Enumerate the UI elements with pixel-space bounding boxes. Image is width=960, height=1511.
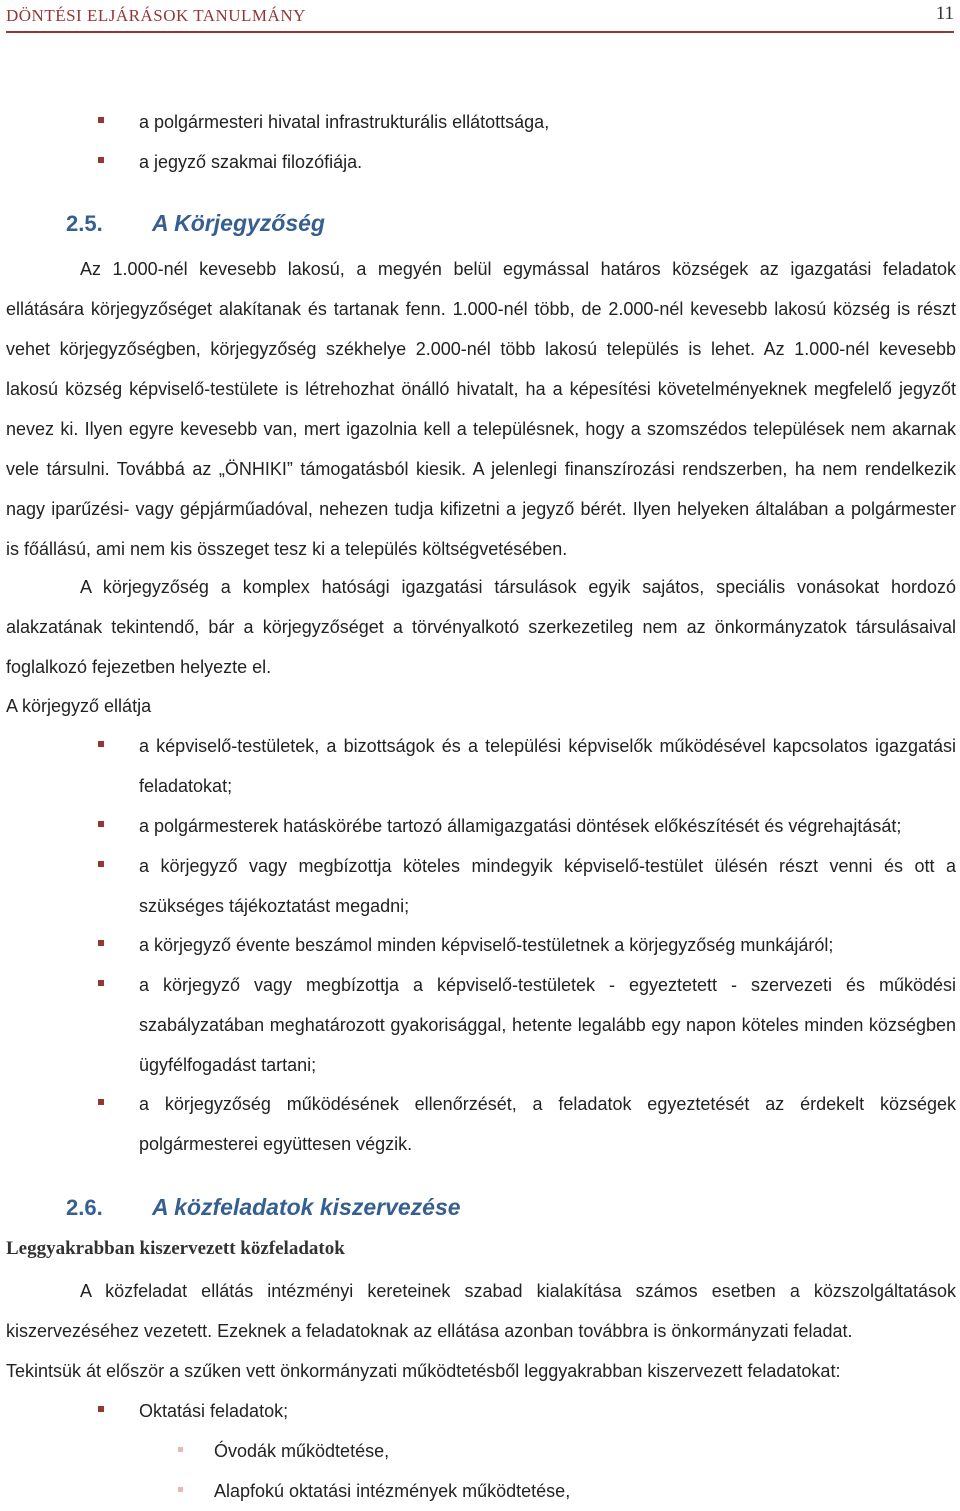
square-bullet-icon [98, 1099, 104, 1105]
sub-item: Alapfokú oktatási intézmények működtetése, [214, 1481, 571, 1501]
body-paragraph: Az 1.000-nél kevesebb lakosú, a megyén belül egymással határos községek az igazgatási feladatok ellátására körjegyzőséget alakítanak és tartanak fenn. 1.000-nél több, de 2.000-nél kevesebb lakosú község is részt vehet körjegyzőségben, körjegyzőség székhelye 2.000-nél több lakosú település is lehet. Az 1.000-nél kevesebb lakosú község képviselő-testülete is létrehozhat önálló hivatalt, ha a képesítési követelményeknek megfelelő jegyzőt nevez ki. Ilyen egyre kevesebb van, mert igazolnia kell a településnek, hogy a szomszédos települések nem akarnak vele társulni. Továbbá az „ÖNHIKI” támogatásból kiesik. A jelenlegi finanszírozási rendszerben, ha nem rendelkezik nagy iparűzési- vagy gépjárműadóval, nehezen tudja kifizetni a jegyző bérét. Ilyen helyeken általában a polgármester is főállású, ami nem kis összeget tesz ki a település költségvetésében. [6, 259, 956, 559]
section-number: 2.6. [66, 1195, 103, 1220]
body-paragraph: A közfeladat ellátás intézményi kereteinek szabad kialakítása számos esetben a közszolgáltatások kiszervezéséhez vezetett. Ezeknek a feladatoknak az ellátása azonban továbbra is önkormányzati feladat. [6, 1281, 956, 1341]
square-bullet-icon [98, 821, 104, 827]
list-intro: A körjegyző ellátja [6, 696, 152, 716]
square-bullet-icon [98, 980, 104, 986]
duty-item: a képviselő-testületek, a bizottságok és a települési képviselők működésével kapcsolatos igazgatási feladatokat; [139, 736, 956, 796]
duty-item: a körjegyző vagy megbízottja a képviselő-testületek - egyeztetett - szervezeti és működési szabályzatában meghatározott gyakorisággal, hetente legalább egy napon köteles minden községben ügyfélfogadást tartani; [139, 975, 956, 1075]
intro-bullet-text: a polgármesteri hivatal infrastrukturális ellátottsága, [139, 112, 550, 132]
sub-bullet-icon [178, 1447, 183, 1452]
body-paragraph: Tekintsük át először a szűken vett önkormányzati működtetésből leggyakrabban kiszervezett feladatokat: [6, 1361, 841, 1381]
square-bullet-icon [98, 1406, 104, 1412]
section-number: 2.5. [66, 211, 103, 236]
subheading: Leggyakrabban kiszervezett közfeladatok [6, 1238, 345, 1259]
square-bullet-icon [98, 117, 104, 123]
category-label: Oktatási feladatok; [139, 1401, 289, 1421]
square-bullet-icon [98, 157, 104, 163]
duty-item: a körjegyző évente beszámol minden képviselő-testületnek a körjegyzőség munkájáról; [139, 935, 834, 955]
duty-item: a körjegyző vagy megbízottja köteles mindegyik képviselő-testület ülésén részt venni és ott a szükséges tájékoztatást megadni; [139, 856, 956, 916]
section-title: A közfeladatok kiszervezése [152, 1194, 461, 1220]
sub-bullet-icon [178, 1487, 183, 1492]
square-bullet-icon [98, 861, 104, 867]
square-bullet-icon [98, 940, 104, 946]
page-header [0, 0, 960, 36]
duty-item: a polgármesterek hatáskörébe tartozó államigazgatási döntések előkészítését és végrehajtását; [139, 816, 902, 836]
header-rule [6, 31, 954, 33]
body-paragraph: A körjegyzőség a komplex hatósági igazgatási társulások egyik sajátos, speciális vonásokat hordozó alakzatának tekintendő, bár a körjegyzőséget a törvényalkotó szerkezetileg nem az önkormányzatok társulásaival foglalkozó fejezetben helyezte el. [6, 577, 956, 677]
square-bullet-icon [98, 741, 104, 747]
duty-item: a körjegyzőség működésének ellenőrzését, a feladatok egyeztetését az érdekelt községek polgármesterei együttesen végzik. [139, 1094, 956, 1154]
sub-item: Óvodák működtetése, [214, 1441, 390, 1461]
running-title: DÖNTÉSI ELJÁRÁSOK TANULMÁNY [6, 6, 306, 25]
section-title: A Körjegyzőség [152, 210, 325, 236]
page-number: 11 [935, 3, 954, 24]
intro-bullet-text: a jegyző szakmai filozófiája. [139, 152, 363, 172]
